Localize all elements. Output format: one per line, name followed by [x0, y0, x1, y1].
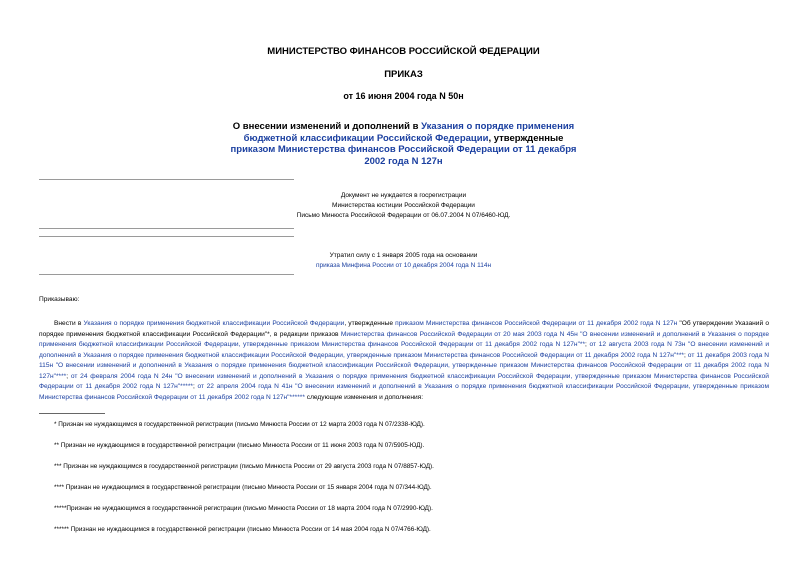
- footnote: *****Признан не нуждающимся в государственной регистрации (письмо Минюста России от 18 марта 2004 года N 07/2990-ЮД).: [54, 505, 433, 512]
- footnote: *** Признан не нуждающимся в государственной регистрации (письмо Минюста России от 29 августа 2003 года N 07/8857-ЮД).: [54, 463, 434, 470]
- body-text: следующие изменения и дополнения:: [304, 393, 424, 401]
- divider: [39, 179, 294, 180]
- body-link[interactable]: от 11 декабря 2003 года N 115н "О внесении изменений и дополнений в Указания о порядке применения бюджетной классификации Российской Федерации, утвержденные приказом Министерства финансов Российской Федерации от 11 декабря 2002 года N 127н"****: [39, 351, 770, 380]
- divider: [39, 274, 294, 275]
- expiry-note-link[interactable]: приказа Минфина России от 10 декабря 2004 года N 114н: [315, 262, 492, 269]
- divider: [39, 236, 294, 237]
- body-text: Внести в: [54, 320, 84, 327]
- expiry-note: [0, 251, 807, 271]
- body-text: ;: [585, 341, 590, 348]
- footnote: ** Признан не нуждающимся в государственной регистрации (письмо Минюста России от 11 июня 2003 года N 07/5905-ЮД).: [54, 442, 425, 449]
- body-text: , утвержденные: [344, 320, 396, 327]
- expiry-note-line: Утратил силу с 1 января 2005 года на основании: [329, 252, 478, 259]
- title-prefix: О внесении изменений и дополнений в: [232, 121, 422, 132]
- registration-note-line: Министерства юстиции Российской Федерации: [332, 202, 475, 209]
- body-text: , в редакции приказов: [269, 330, 341, 338]
- order-word: Приказываю:: [39, 296, 80, 303]
- body-link[interactable]: приказом Министерства финансов Российской Федерации от 11 декабря 2002 года N 127н: [395, 320, 678, 327]
- registration-note-line: Письмо Минюста Российской Федерации от 06.07.2004 N 07/6460-ЮД.: [296, 212, 511, 219]
- body-text: ;: [192, 383, 198, 390]
- body-link[interactable]: от 24 февраля 2004 года N 24н "О внесении изменений и дополнений в Указания о порядке применения бюджетной классификации Российской Федерации, утвержденные приказом Министерства финансов Российской Федерации от 11 декабря 2002 года N 127н"*****: [39, 372, 769, 390]
- ministry-heading: МИНИСТЕРСТВО ФИНАНСОВ РОССИЙСКОЙ ФЕДЕРАЦИИ: [267, 46, 540, 57]
- footnote: * Признан не нуждающимся в государственной регистрации (письмо Минюста России от 12 марта 2003 года N 07/2338-ЮД).: [54, 421, 425, 428]
- document-type-heading: ПРИКАЗ: [384, 69, 423, 80]
- registration-note: [0, 191, 807, 221]
- order-title: [230, 121, 577, 167]
- title-link-order-127n[interactable]: приказом Министерства финансов Российской Федерации от 11 декабря 2002 года N 127н: [230, 144, 577, 167]
- title-middle: , утвержденные: [488, 132, 564, 144]
- footnote-separator: [39, 413, 105, 414]
- body-text: ;: [66, 372, 71, 380]
- registration-note-line: Документ не нуждается в госрегистрации: [340, 192, 467, 199]
- body-link[interactable]: от 22 апреля 2004 года N 41н "О внесении изменений и дополнений в Указания о порядке применения бюджетной классификации Российской Федерации, утвержденные приказом Министерства финансов Российской Федерации от 11 декабря 2002 года N 127н"******: [39, 383, 770, 401]
- body-link[interactable]: от 12 августа 2003 года N 73н "О внесении изменений и дополнений в Указания о порядке применения бюджетной классификации Российской Федерации, утвержденные приказом Министерства финансов Российской Федерации от 11 декабря 2002 года N 127н"***: [39, 341, 770, 359]
- divider: [39, 228, 294, 229]
- title-link-instructions[interactable]: Указания о порядке применения бюджетной классификации Российской Федерации: [243, 121, 575, 144]
- footnote: ****** Признан не нуждающимся в государственной регистрации (письмо Минюста России от 14 мая 2004 года N 07/4766-ЮД).: [54, 526, 431, 533]
- main-paragraph: [39, 319, 769, 403]
- body-text: "Об утверждении Указаний о порядке применения бюджетной классификации Российской Федерации"*: [39, 320, 769, 338]
- order-date-number: от 16 июня 2004 года N 50н: [343, 91, 464, 101]
- body-link[interactable]: Министерства финансов Российской Федерации от 20 мая 2003 года N 45н "О внесении изменений и дополнений в Указания о порядке применения бюджетной классификации Российской Федерации, утвержденные приказом Министерства финансов Российской Федерации от 11 декабря 2002 года N 127н"**: [39, 330, 769, 348]
- body-link[interactable]: Указания о порядке применения бюджетной классификации Российской Федерации: [83, 320, 345, 327]
- body-text: ;: [683, 351, 688, 359]
- footnote: **** Признан не нуждающимся в государственной регистрации (письмо Минюста России от 15 января 2004 года N 07/344-ЮД).: [54, 484, 432, 491]
